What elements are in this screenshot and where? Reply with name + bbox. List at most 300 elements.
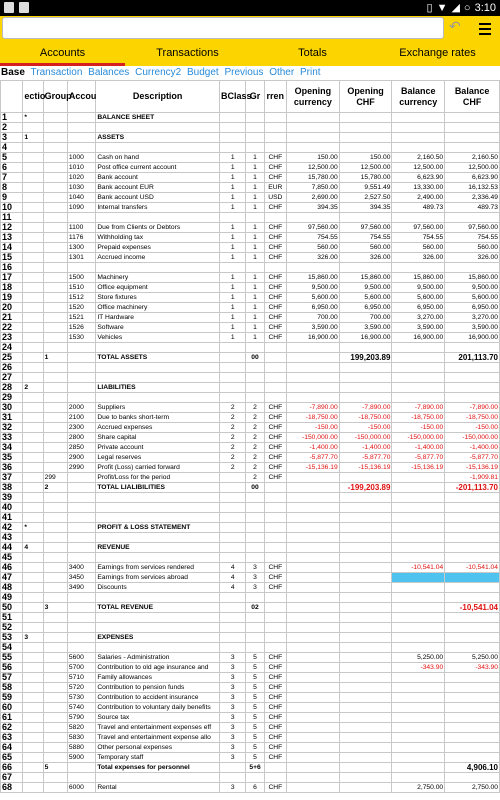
- table-cell[interactable]: 7,850.00: [286, 183, 339, 193]
- table-cell[interactable]: [43, 143, 67, 153]
- table-cell[interactable]: Salaries - Administration: [96, 653, 220, 663]
- table-cell[interactable]: [220, 263, 246, 273]
- table-cell[interactable]: [264, 533, 286, 543]
- table-cell[interactable]: CHF: [264, 413, 286, 423]
- table-cell[interactable]: CHF: [264, 423, 286, 433]
- table-cell[interactable]: [67, 213, 95, 223]
- table-cell[interactable]: CHF: [264, 223, 286, 233]
- table-cell[interactable]: [392, 523, 445, 533]
- table-cell[interactable]: 3: [220, 753, 246, 763]
- table-cell[interactable]: [339, 653, 392, 663]
- table-cell[interactable]: [43, 323, 67, 333]
- table-cell[interactable]: [23, 743, 43, 753]
- table-cell[interactable]: [286, 143, 339, 153]
- table-cell[interactable]: [220, 123, 246, 133]
- table-cell[interactable]: [286, 353, 339, 363]
- table-cell[interactable]: [286, 733, 339, 743]
- table-cell[interactable]: 560.00: [445, 243, 500, 253]
- table-cell[interactable]: -201,113.70: [445, 483, 500, 493]
- table-cell[interactable]: [43, 633, 67, 643]
- table-cell[interactable]: [67, 363, 95, 373]
- view-tab-print[interactable]: Print: [299, 67, 321, 78]
- table-cell[interactable]: [23, 313, 43, 323]
- table-cell[interactable]: [67, 263, 95, 273]
- table-cell[interactable]: 2900: [67, 453, 95, 463]
- table-cell[interactable]: [392, 623, 445, 633]
- table-cell[interactable]: [246, 493, 264, 503]
- table-cell[interactable]: 4: [220, 573, 246, 583]
- table-cell[interactable]: 1530: [67, 333, 95, 343]
- table-cell[interactable]: 754.55: [445, 233, 500, 243]
- table-cell[interactable]: [392, 713, 445, 723]
- table-cell[interactable]: 326.00: [445, 253, 500, 263]
- table-cell[interactable]: [392, 543, 445, 553]
- table-cell[interactable]: [246, 383, 264, 393]
- table-cell[interactable]: [23, 183, 43, 193]
- table-cell[interactable]: [67, 493, 95, 503]
- table-cell[interactable]: [220, 603, 246, 613]
- table-cell[interactable]: [392, 123, 445, 133]
- table-cell[interactable]: 1: [246, 293, 264, 303]
- table-cell[interactable]: [43, 223, 67, 233]
- table-cell[interactable]: 3: [220, 713, 246, 723]
- table-cell[interactable]: 3: [220, 733, 246, 743]
- table-cell[interactable]: [67, 543, 95, 553]
- table-cell[interactable]: [445, 513, 500, 523]
- table-cell[interactable]: [445, 133, 500, 143]
- table-cell[interactable]: [43, 453, 67, 463]
- table-cell[interactable]: 1000: [67, 153, 95, 163]
- table-cell[interactable]: 560.00: [286, 243, 339, 253]
- table-cell[interactable]: 15,780.00: [286, 173, 339, 183]
- table-cell[interactable]: [264, 263, 286, 273]
- table-cell[interactable]: [43, 743, 67, 753]
- table-cell[interactable]: [339, 613, 392, 623]
- table-cell[interactable]: CHF: [264, 173, 286, 183]
- table-cell[interactable]: 1090: [67, 203, 95, 213]
- table-cell[interactable]: [23, 513, 43, 523]
- table-cell[interactable]: 97,560.00: [445, 223, 500, 233]
- table-cell[interactable]: -15,136.19: [392, 463, 445, 473]
- table-cell[interactable]: 1: [23, 133, 43, 143]
- table-cell[interactable]: IT Hardware: [96, 313, 220, 323]
- table-cell[interactable]: [445, 583, 500, 593]
- table-cell[interactable]: EXPENSES: [96, 633, 220, 643]
- table-cell[interactable]: [67, 113, 95, 123]
- table-cell[interactable]: [339, 543, 392, 553]
- table-cell[interactable]: CHF: [264, 283, 286, 293]
- table-cell[interactable]: [286, 553, 339, 563]
- table-cell[interactable]: 5720: [67, 683, 95, 693]
- table-cell[interactable]: [246, 533, 264, 543]
- table-cell[interactable]: [23, 493, 43, 503]
- table-cell[interactable]: Discounts: [96, 583, 220, 593]
- table-cell[interactable]: -10,541.04: [445, 563, 500, 573]
- table-cell[interactable]: 2990: [67, 463, 95, 473]
- table-cell[interactable]: [43, 583, 67, 593]
- table-cell[interactable]: 16,132.53: [445, 183, 500, 193]
- table-cell[interactable]: [445, 543, 500, 553]
- table-cell[interactable]: 2,690.00: [286, 193, 339, 203]
- table-cell[interactable]: [264, 113, 286, 123]
- table-cell[interactable]: 15,860.00: [392, 273, 445, 283]
- table-cell[interactable]: 3,270.00: [392, 313, 445, 323]
- table-cell[interactable]: [339, 603, 392, 613]
- table-cell[interactable]: [96, 263, 220, 273]
- table-cell[interactable]: -150,000.00: [339, 433, 392, 443]
- table-cell[interactable]: [392, 723, 445, 733]
- table-cell[interactable]: [67, 643, 95, 653]
- table-cell[interactable]: 6,950.00: [445, 303, 500, 313]
- table-cell[interactable]: [264, 543, 286, 553]
- tab-accounts[interactable]: Accounts: [0, 42, 125, 66]
- table-cell[interactable]: 1301: [67, 253, 95, 263]
- table-cell[interactable]: [43, 173, 67, 183]
- table-cell[interactable]: [43, 553, 67, 563]
- table-cell[interactable]: [392, 583, 445, 593]
- table-cell[interactable]: 1: [246, 183, 264, 193]
- table-cell[interactable]: 2,490.00: [392, 193, 445, 203]
- table-cell[interactable]: [246, 523, 264, 533]
- column-header[interactable]: Accou: [67, 81, 95, 113]
- table-cell[interactable]: 16,900.00: [286, 333, 339, 343]
- table-cell[interactable]: [286, 583, 339, 593]
- table-cell[interactable]: [23, 453, 43, 463]
- table-cell[interactable]: [339, 473, 392, 483]
- table-cell[interactable]: 560.00: [392, 243, 445, 253]
- table-cell[interactable]: 13,330.00: [392, 183, 445, 193]
- table-cell[interactable]: CHF: [264, 713, 286, 723]
- table-cell[interactable]: [264, 393, 286, 403]
- table-cell[interactable]: CHF: [264, 743, 286, 753]
- table-cell[interactable]: 3450: [67, 573, 95, 583]
- table-cell[interactable]: [286, 483, 339, 493]
- table-cell[interactable]: Contribution to pension funds: [96, 683, 220, 693]
- table-cell[interactable]: [67, 483, 95, 493]
- table-cell[interactable]: 1520: [67, 303, 95, 313]
- table-cell[interactable]: TOTAL ASSETS: [96, 353, 220, 363]
- table-cell[interactable]: 1500: [67, 273, 95, 283]
- table-cell[interactable]: 9,500.00: [445, 283, 500, 293]
- table-cell[interactable]: [339, 343, 392, 353]
- table-cell[interactable]: 2: [220, 463, 246, 473]
- table-cell[interactable]: [23, 263, 43, 273]
- table-cell[interactable]: [67, 523, 95, 533]
- table-cell[interactable]: [339, 623, 392, 633]
- table-cell[interactable]: 5,600.00: [286, 293, 339, 303]
- table-cell[interactable]: -18,750.00: [392, 413, 445, 423]
- table-cell[interactable]: [392, 353, 445, 363]
- table-cell[interactable]: [23, 473, 43, 483]
- table-cell[interactable]: [286, 383, 339, 393]
- table-cell[interactable]: 1: [220, 303, 246, 313]
- table-cell[interactable]: [445, 773, 500, 783]
- table-cell[interactable]: [246, 373, 264, 383]
- table-cell[interactable]: [392, 493, 445, 503]
- table-cell[interactable]: 3: [246, 563, 264, 573]
- table-cell[interactable]: [43, 533, 67, 543]
- table-cell[interactable]: 16,900.00: [339, 333, 392, 343]
- table-cell[interactable]: 3,270.00: [445, 313, 500, 323]
- table-cell[interactable]: [392, 613, 445, 623]
- table-cell[interactable]: [43, 593, 67, 603]
- table-cell[interactable]: [264, 623, 286, 633]
- table-cell[interactable]: [67, 613, 95, 623]
- table-cell[interactable]: [23, 503, 43, 513]
- table-cell[interactable]: [392, 743, 445, 753]
- table-cell[interactable]: 2: [246, 453, 264, 463]
- table-cell[interactable]: CHF: [264, 733, 286, 743]
- table-cell[interactable]: [286, 523, 339, 533]
- table-cell[interactable]: 97,560.00: [339, 223, 392, 233]
- table-cell[interactable]: 1526: [67, 323, 95, 333]
- table-cell[interactable]: 1: [246, 173, 264, 183]
- table-cell[interactable]: CHF: [264, 273, 286, 283]
- table-cell[interactable]: [43, 653, 67, 663]
- table-cell[interactable]: [339, 663, 392, 673]
- table-cell[interactable]: 1512: [67, 293, 95, 303]
- table-cell[interactable]: [339, 643, 392, 653]
- table-cell[interactable]: [339, 593, 392, 603]
- table-cell[interactable]: [286, 563, 339, 573]
- table-cell[interactable]: 489.73: [392, 203, 445, 213]
- table-cell[interactable]: [67, 533, 95, 543]
- table-cell[interactable]: [220, 213, 246, 223]
- view-tab-previous[interactable]: Previous: [224, 67, 264, 78]
- table-cell[interactable]: [43, 503, 67, 513]
- table-cell[interactable]: Profit (Loss) carried forward: [96, 463, 220, 473]
- table-cell[interactable]: [339, 583, 392, 593]
- table-cell[interactable]: [392, 473, 445, 483]
- table-cell[interactable]: [43, 153, 67, 163]
- table-cell[interactable]: [96, 363, 220, 373]
- table-cell[interactable]: [445, 683, 500, 693]
- table-cell[interactable]: [23, 643, 43, 653]
- table-cell[interactable]: 15,860.00: [286, 273, 339, 283]
- table-cell[interactable]: 1: [220, 163, 246, 173]
- table-cell[interactable]: 2,160.50: [445, 153, 500, 163]
- table-cell[interactable]: [220, 483, 246, 493]
- table-cell[interactable]: [264, 613, 286, 623]
- table-cell[interactable]: Rental: [96, 783, 220, 793]
- table-cell[interactable]: 15,860.00: [339, 273, 392, 283]
- table-cell[interactable]: -7,890.00: [339, 403, 392, 413]
- table-cell[interactable]: 326.00: [286, 253, 339, 263]
- table-cell[interactable]: 150.00: [286, 153, 339, 163]
- table-cell[interactable]: [220, 593, 246, 603]
- table-cell[interactable]: [43, 283, 67, 293]
- table-cell[interactable]: Withholding tax: [96, 233, 220, 243]
- table-cell[interactable]: [445, 263, 500, 273]
- table-cell[interactable]: 5: [246, 723, 264, 733]
- table-cell[interactable]: 5: [246, 663, 264, 673]
- table-cell[interactable]: -150.00: [392, 423, 445, 433]
- table-cell[interactable]: [43, 733, 67, 743]
- table-cell[interactable]: CHF: [264, 203, 286, 213]
- table-cell[interactable]: CHF: [264, 253, 286, 263]
- table-cell[interactable]: [67, 603, 95, 613]
- table-cell[interactable]: 1: [43, 353, 67, 363]
- table-cell[interactable]: [339, 733, 392, 743]
- table-cell[interactable]: [23, 353, 43, 363]
- table-cell[interactable]: [23, 143, 43, 153]
- table-cell[interactable]: [96, 123, 220, 133]
- table-cell[interactable]: [246, 393, 264, 403]
- table-cell[interactable]: [286, 133, 339, 143]
- table-cell[interactable]: 1: [246, 273, 264, 283]
- table-cell[interactable]: [23, 373, 43, 383]
- table-cell[interactable]: [339, 113, 392, 123]
- table-cell[interactable]: [23, 423, 43, 433]
- table-cell[interactable]: [43, 563, 67, 573]
- table-cell[interactable]: [246, 513, 264, 523]
- table-cell[interactable]: [23, 213, 43, 223]
- table-cell[interactable]: 1: [246, 323, 264, 333]
- table-cell[interactable]: -1,400.00: [445, 443, 500, 453]
- table-cell[interactable]: CHF: [264, 583, 286, 593]
- table-cell[interactable]: [339, 363, 392, 373]
- table-cell[interactable]: [67, 343, 95, 353]
- table-cell[interactable]: 4: [220, 563, 246, 573]
- table-cell[interactable]: [246, 643, 264, 653]
- table-cell[interactable]: [43, 613, 67, 623]
- table-cell[interactable]: [392, 683, 445, 693]
- table-cell[interactable]: 1: [246, 303, 264, 313]
- table-cell[interactable]: Share capital: [96, 433, 220, 443]
- table-cell[interactable]: [286, 603, 339, 613]
- table-cell[interactable]: 2: [220, 413, 246, 423]
- column-header[interactable]: BClass: [220, 81, 246, 113]
- table-cell[interactable]: [246, 143, 264, 153]
- table-cell[interactable]: [445, 393, 500, 403]
- table-cell[interactable]: 2100: [67, 413, 95, 423]
- table-cell[interactable]: CHF: [264, 433, 286, 443]
- table-cell[interactable]: -15,136.19: [339, 463, 392, 473]
- table-cell[interactable]: [264, 553, 286, 563]
- table-cell[interactable]: 2: [246, 433, 264, 443]
- table-cell[interactable]: 1: [220, 243, 246, 253]
- table-cell[interactable]: [23, 663, 43, 673]
- table-cell[interactable]: [286, 263, 339, 273]
- table-cell[interactable]: 5: [246, 743, 264, 753]
- table-cell[interactable]: -1,400.00: [339, 443, 392, 453]
- table-cell[interactable]: 6,623.90: [445, 173, 500, 183]
- table-cell[interactable]: [445, 613, 500, 623]
- table-cell[interactable]: CHF: [264, 723, 286, 733]
- table-cell[interactable]: [43, 263, 67, 273]
- table-cell[interactable]: [392, 753, 445, 763]
- table-cell[interactable]: Source tax: [96, 713, 220, 723]
- table-cell[interactable]: [339, 513, 392, 523]
- table-cell[interactable]: [23, 153, 43, 163]
- table-cell[interactable]: 3,590.00: [445, 323, 500, 333]
- table-cell[interactable]: [67, 513, 95, 523]
- table-cell[interactable]: 199,203.89: [339, 353, 392, 363]
- table-cell[interactable]: Due from Clients or Debtors: [96, 223, 220, 233]
- table-cell[interactable]: 2: [220, 453, 246, 463]
- table-cell[interactable]: 2000: [67, 403, 95, 413]
- table-cell[interactable]: [23, 623, 43, 633]
- table-cell[interactable]: -199,203.89: [339, 483, 392, 493]
- table-cell[interactable]: 3,590.00: [392, 323, 445, 333]
- table-cell[interactable]: -15,136.19: [445, 463, 500, 473]
- table-cell[interactable]: 3: [220, 653, 246, 663]
- tab-exchange-rates[interactable]: Exchange rates: [399, 47, 476, 59]
- table-cell[interactable]: [246, 213, 264, 223]
- table-cell[interactable]: [96, 493, 220, 503]
- table-cell[interactable]: CHF: [264, 303, 286, 313]
- table-cell[interactable]: [264, 213, 286, 223]
- table-cell[interactable]: *: [23, 113, 43, 123]
- table-cell[interactable]: [286, 113, 339, 123]
- table-cell[interactable]: [392, 673, 445, 683]
- table-cell[interactable]: [246, 773, 264, 783]
- table-cell[interactable]: [339, 383, 392, 393]
- table-cell[interactable]: [96, 513, 220, 523]
- table-cell[interactable]: 1020: [67, 173, 95, 183]
- table-cell[interactable]: [23, 303, 43, 313]
- table-cell[interactable]: 97,560.00: [286, 223, 339, 233]
- table-cell[interactable]: 2: [220, 443, 246, 453]
- table-cell[interactable]: [67, 773, 95, 783]
- column-header[interactable]: Balance CHF: [445, 81, 500, 113]
- table-cell[interactable]: [96, 213, 220, 223]
- table-cell[interactable]: 394.35: [339, 203, 392, 213]
- table-cell[interactable]: [43, 343, 67, 353]
- table-cell[interactable]: 6,950.00: [286, 303, 339, 313]
- table-cell[interactable]: [67, 593, 95, 603]
- table-cell[interactable]: [392, 213, 445, 223]
- table-cell[interactable]: [246, 553, 264, 563]
- table-cell[interactable]: [264, 133, 286, 143]
- table-cell[interactable]: CHF: [264, 673, 286, 683]
- table-cell[interactable]: [43, 443, 67, 453]
- table-cell[interactable]: [392, 763, 445, 773]
- table-cell[interactable]: Legal reserves: [96, 453, 220, 463]
- table-cell[interactable]: 5,250.00: [392, 653, 445, 663]
- table-cell[interactable]: [392, 553, 445, 563]
- table-cell[interactable]: [286, 623, 339, 633]
- table-cell[interactable]: [23, 393, 43, 403]
- view-tab-other[interactable]: Other: [269, 67, 295, 78]
- table-cell[interactable]: -5,877.70: [286, 453, 339, 463]
- table-cell[interactable]: [43, 573, 67, 583]
- table-cell[interactable]: 3,590.00: [286, 323, 339, 333]
- table-cell[interactable]: -18,750.00: [445, 413, 500, 423]
- table-cell[interactable]: [339, 703, 392, 713]
- table-cell[interactable]: [220, 623, 246, 633]
- table-cell[interactable]: CHF: [264, 233, 286, 243]
- table-cell[interactable]: 5730: [67, 693, 95, 703]
- table-cell[interactable]: [246, 263, 264, 273]
- table-cell[interactable]: [43, 123, 67, 133]
- table-cell[interactable]: 3: [246, 583, 264, 593]
- table-cell[interactable]: 6,623.90: [392, 173, 445, 183]
- table-cell[interactable]: [43, 333, 67, 343]
- table-cell[interactable]: [220, 633, 246, 643]
- table-cell[interactable]: [23, 533, 43, 543]
- table-cell[interactable]: [264, 343, 286, 353]
- table-cell[interactable]: [23, 763, 43, 773]
- table-cell[interactable]: [339, 123, 392, 133]
- table-cell[interactable]: [23, 323, 43, 333]
- table-cell[interactable]: [246, 503, 264, 513]
- table-cell[interactable]: -5,877.70: [392, 453, 445, 463]
- table-cell[interactable]: [43, 673, 67, 683]
- table-cell[interactable]: [339, 133, 392, 143]
- table-cell[interactable]: TOTAL REVENUE: [96, 603, 220, 613]
- table-cell[interactable]: [339, 523, 392, 533]
